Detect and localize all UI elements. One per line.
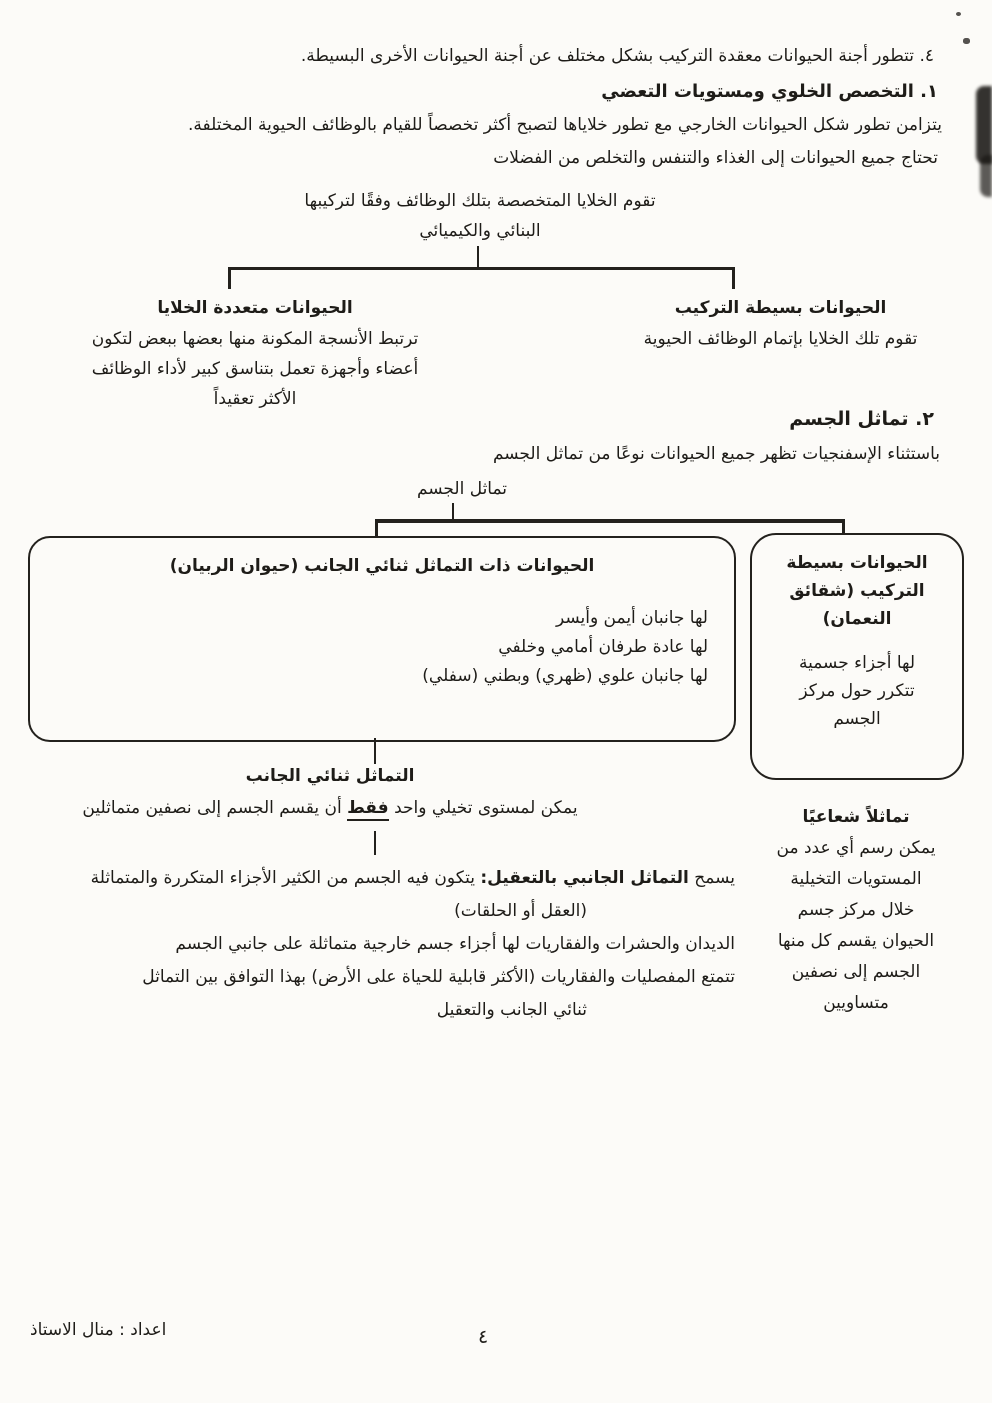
radial-note-title: تماثلاً شعاعيًا <box>802 807 910 827</box>
bilateral-note-after: أن يقسم الجسم إلى نصفين متماثلين <box>82 798 348 818</box>
scan-artifact-dot <box>963 38 970 44</box>
segmentation-line-3: الديدان والحشرات والفقاريات لها أجزاء جسم خارجية متماثلة على جانبي الجسم <box>175 934 735 954</box>
segmentation-line-4: تتمتع المفصليات والفقاريات (الأكثر قابلية للحياة على الأرض) بهذا التوافق بين التماثل <box>142 967 735 987</box>
intro-line-2: تحتاج جميع الحيوانات إلى الغذاء والتنفس والتخلص من الفضلات <box>493 148 938 168</box>
bilateral-note-title: التماثل ثنائي الجانب <box>245 766 415 786</box>
cells-root-line-2: البنائي والكيميائي <box>419 221 541 241</box>
connector-tick-left <box>228 267 231 289</box>
bilateral-symmetry-box <box>28 536 736 742</box>
segmentation-note <box>45 862 735 1027</box>
connector-stem <box>452 503 454 520</box>
connector-tick-left <box>375 519 378 537</box>
branch-multicellular-line: الأكثر تعقيداً <box>213 389 297 409</box>
segmentation-line-1-rest: يتكون فيه الجسم من الكثير الأجزاء المتكررة والمتماثلة <box>90 868 481 888</box>
radial-note-line: الجسم إلى نصفين <box>791 962 921 982</box>
radial-box-line: التركيب (شقائق <box>789 581 925 601</box>
segmentation-line-1-bold: التماثل الجانبي بالتعقيل: <box>480 868 689 888</box>
branch-simple-structure <box>608 292 953 354</box>
segmentation-line-2: (العقل أو الحلقات) <box>454 901 587 921</box>
bilateral-box-line: لها جانبان أيمن وأيسر <box>555 608 708 628</box>
branch-simple-line: تقوم تلك الخلايا بإتمام الوظائف الحيوية <box>643 329 918 349</box>
connector-stem <box>477 246 479 268</box>
section-heading-cell-specialization: ١. التخصص الخلوي ومستويات التعضي <box>601 81 938 102</box>
branch-simple-title: الحيوانات بسيطة التركيب <box>674 298 887 318</box>
radial-box-line: تتكرر حول مركز <box>799 681 915 701</box>
connector-horizontal <box>228 267 735 270</box>
scan-artifact-dot <box>956 12 961 16</box>
symmetry-intro: باستثناء الإسفنجيات تظهر جميع الحيوانات نوعًا من تماثل الجسم <box>492 444 940 464</box>
branch-multicellular-line: ترتبط الأنسجة المكونة منها بعضها ببعض لتكون <box>91 329 419 349</box>
radial-note-line: الحيوان يقسم كل منها <box>777 931 935 951</box>
radial-note-line: المستويات التخيلية <box>790 869 922 889</box>
section-heading-body-symmetry: ٢. تماثل الجسم <box>789 408 934 430</box>
connector-stem <box>374 738 376 764</box>
bilateral-box-title: الحيوانات ذات التماثل ثنائي الجانب (حيوان الربيان) <box>169 556 595 576</box>
radial-note <box>752 802 960 1019</box>
bilateral-note-sentence <box>60 798 600 818</box>
scan-artifact-smudge <box>980 155 992 197</box>
page-number: ٤ <box>478 1326 489 1348</box>
connector-stem <box>374 831 376 855</box>
intro-point-4: ٤. تتطور أجنة الحيوانات معقدة التركيب بشكل مختلف عن أجنة الحيوانات الأخرى البسيطة. <box>300 46 934 66</box>
scan-artifact-smudge <box>976 86 992 164</box>
cells-root-line-1: تقوم الخلايا المتخصصة بتلك الوظائف وفقًا لتركيبها <box>304 191 656 211</box>
radial-box-line: النعمان) <box>822 609 892 629</box>
bilateral-box-details <box>422 604 708 691</box>
segmentation-line-5: ثنائي الجانب والتعقيل <box>436 1000 587 1020</box>
bilateral-note-emphasis: فقط <box>347 798 389 821</box>
branch-multicellular-line: أعضاء وأجهزة تعمل بتناسق كبير لأداء الوظائف <box>91 359 419 379</box>
connector-tick-right <box>732 267 735 289</box>
footer-credit: اعداد : منال الاستاذ <box>30 1320 167 1340</box>
symmetry-root-label: تماثل الجسم <box>416 479 508 499</box>
branch-multicellular <box>50 292 460 414</box>
intro-line-1: يتزامن تطور شكل الحيوانات الخارجي مع تطور خلاياها لتصبح أكثر تخصصاً للقيام بالوظائف الحيوية المختلفة. <box>188 115 942 135</box>
cells-root-text <box>0 186 960 246</box>
radial-note-line: يمكن رسم أي عدد من <box>776 838 936 858</box>
radial-box-line: الجسم <box>833 709 881 729</box>
radial-box-line: الحيوانات بسيطة <box>786 553 928 573</box>
branch-multicellular-title: الحيوانات متعددة الخلايا <box>157 298 353 318</box>
radial-symmetry-box <box>750 533 964 780</box>
segmentation-line-1-start: يسمح <box>688 868 735 888</box>
bilateral-box-line: لها عادة طرفان أمامي وخلفي <box>498 637 708 657</box>
bilateral-box-line: لها جانبان علوي (ظهري) وبطني (سفلي) <box>422 666 708 686</box>
connector-horizontal <box>375 519 845 523</box>
radial-note-line: متساويين <box>823 993 889 1013</box>
radial-box-line: لها أجزاء جسمية <box>798 653 916 673</box>
bilateral-note-before: يمكن لمستوى تخيلي واحد <box>388 798 578 818</box>
segmentation-line-1 <box>45 862 735 895</box>
radial-note-line: خلال مركز جسم <box>797 900 915 920</box>
